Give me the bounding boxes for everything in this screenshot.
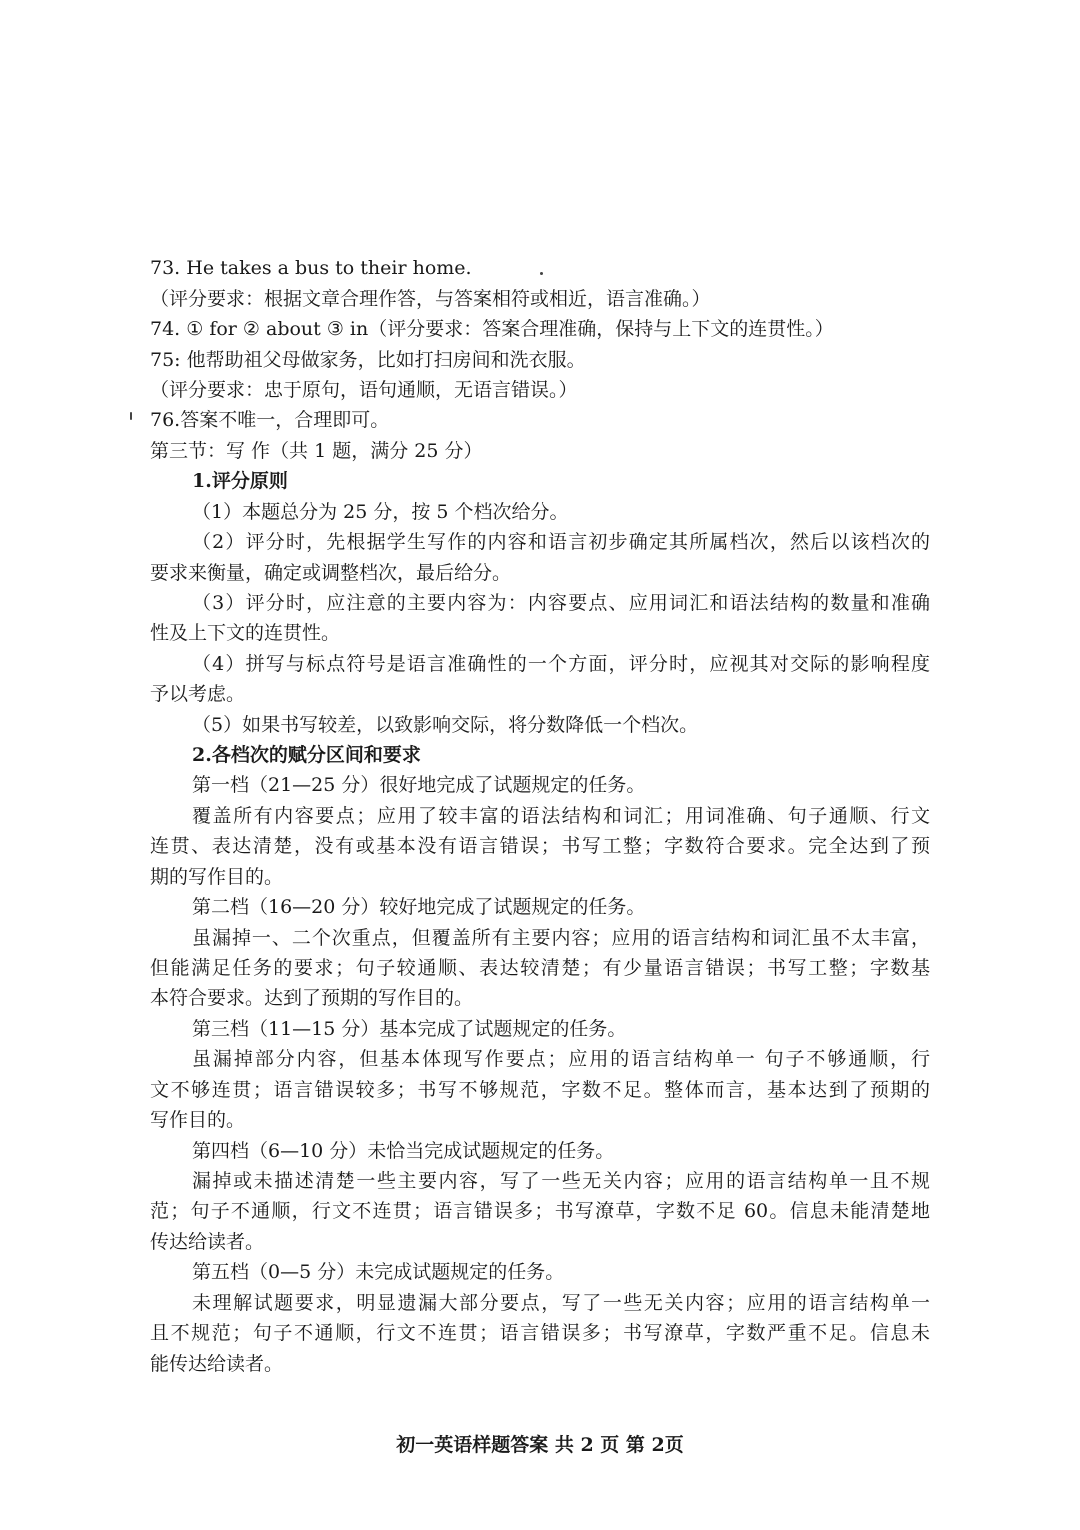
answer-74: 74. ① for ② about ③ in（评分要求：答案合理准确，保持与上下文的连贯性。） — [150, 318, 834, 340]
level-1-line-2: 连贯、表达清楚，没有或基本没有语言错误；书写工整；字数符合要求。完全达到了预 — [150, 835, 930, 857]
principle-2-line-2: 要求来衡量，确定或调整档次，最后给分。 — [150, 562, 512, 584]
level-4-title: 第四档（6—10 分）未恰当完成试题规定的任务。 — [192, 1140, 615, 1162]
answer-76: 76.答案不唯一，合理即可。 — [150, 409, 390, 431]
principle-3-line-1: （3）评分时，应注意的主要内容为：内容要点、应用词汇和语法结构的数量和准确 — [192, 592, 930, 614]
level-5-line-2: 且不规范；句子不通顺，行文不连贯；语言错误多；书写潦草，字数严重不足。信息未 — [150, 1322, 930, 1344]
principle-4-line-1: （4）拼写与标点符号是语言准确性的一个方面，评分时，应视其对交际的影响程度 — [192, 653, 930, 675]
level-2-title: 第二档（16—20 分）较好地完成了试题规定的任务。 — [192, 896, 646, 918]
answer-73: 73. He takes a bus to their home. — [150, 257, 472, 279]
page-footer: 初一英语样题答案 共 2 页 第 2页 — [396, 1434, 684, 1456]
level-5-title: 第五档（0—5 分）未完成试题规定的任务。 — [192, 1261, 565, 1283]
level-3-line-2: 文不够连贯；语言错误较多；书写不够规范，字数不足。整体而言，基本达到了预期的 — [150, 1079, 930, 1101]
level-2-line-3: 本符合要求。达到了预期的写作目的。 — [150, 987, 474, 1009]
level-2-line-2: 但能满足任务的要求；句子较通顺、表达较清楚；有少量语言错误；书写工整；字数基 — [150, 957, 930, 979]
level-1-line-1: 覆盖所有内容要点；应用了较丰富的语法结构和词汇；用词准确、句子通顺、行文 — [192, 805, 930, 827]
scan-speck — [540, 272, 543, 275]
answer-73-requirement: （评分要求：根据文章合理作答，与答案相符或相近，语言准确。） — [150, 288, 711, 310]
level-1-line-3: 期的写作目的。 — [150, 866, 284, 888]
answer-75: 75: 他帮助祖父母做家务，比如打扫房间和洗衣服。 — [150, 349, 586, 371]
level-4-line-3: 传达给读者。 — [150, 1231, 265, 1253]
principle-4-line-2: 予以考虑。 — [150, 683, 246, 705]
principles-title: 1.评分原则 — [192, 470, 288, 492]
principle-5: （5）如果书写较差，以致影响交际，将分数降低一个档次。 — [192, 714, 699, 736]
principle-3-line-2: 性及上下文的连贯性。 — [150, 622, 341, 644]
principle-2-line-1: （2）评分时，先根据学生写作的内容和语言初步确定其所属档次，然后以该档次的 — [192, 531, 930, 553]
level-1-title: 第一档（21—25 分）很好地完成了试题规定的任务。 — [192, 774, 646, 796]
level-5-line-1: 未理解试题要求，明显遗漏大部分要点，写了一些无关内容；应用的语言结构单一 — [192, 1292, 930, 1314]
level-2-line-1: 虽漏掉一、二个次重点，但覆盖所有主要内容；应用的语言结构和词汇虽不太丰富， — [192, 927, 930, 949]
principle-1: （1）本题总分为 25 分，按 5 个档次给分。 — [192, 501, 569, 523]
scan-speck — [130, 412, 132, 420]
levels-title: 2.各档次的赋分区间和要求 — [192, 744, 421, 766]
level-3-line-1: 虽漏掉部分内容，但基本体现写作要点；应用的语言结构单一 句子不够通顺，行 — [192, 1048, 930, 1070]
level-3-line-3: 写作目的。 — [150, 1109, 246, 1131]
section-heading: 第三节：写 作（共 1 题，满分 25 分） — [150, 440, 483, 462]
level-4-line-1: 漏掉或未描述清楚一些主要内容，写了一些无关内容；应用的语言结构单一且不规 — [192, 1170, 930, 1192]
level-4-line-2: 范；句子不通顺，行文不连贯；语言错误多；书写潦草，字数不足 60。信息未能清楚地 — [150, 1200, 930, 1222]
level-5-line-3: 能传达给读者。 — [150, 1353, 284, 1375]
level-3-title: 第三档（11—15 分）基本完成了试题规定的任务。 — [192, 1018, 627, 1040]
answer-75-requirement: （评分要求：忠于原句，语句通顺，无语言错误。） — [150, 379, 578, 401]
